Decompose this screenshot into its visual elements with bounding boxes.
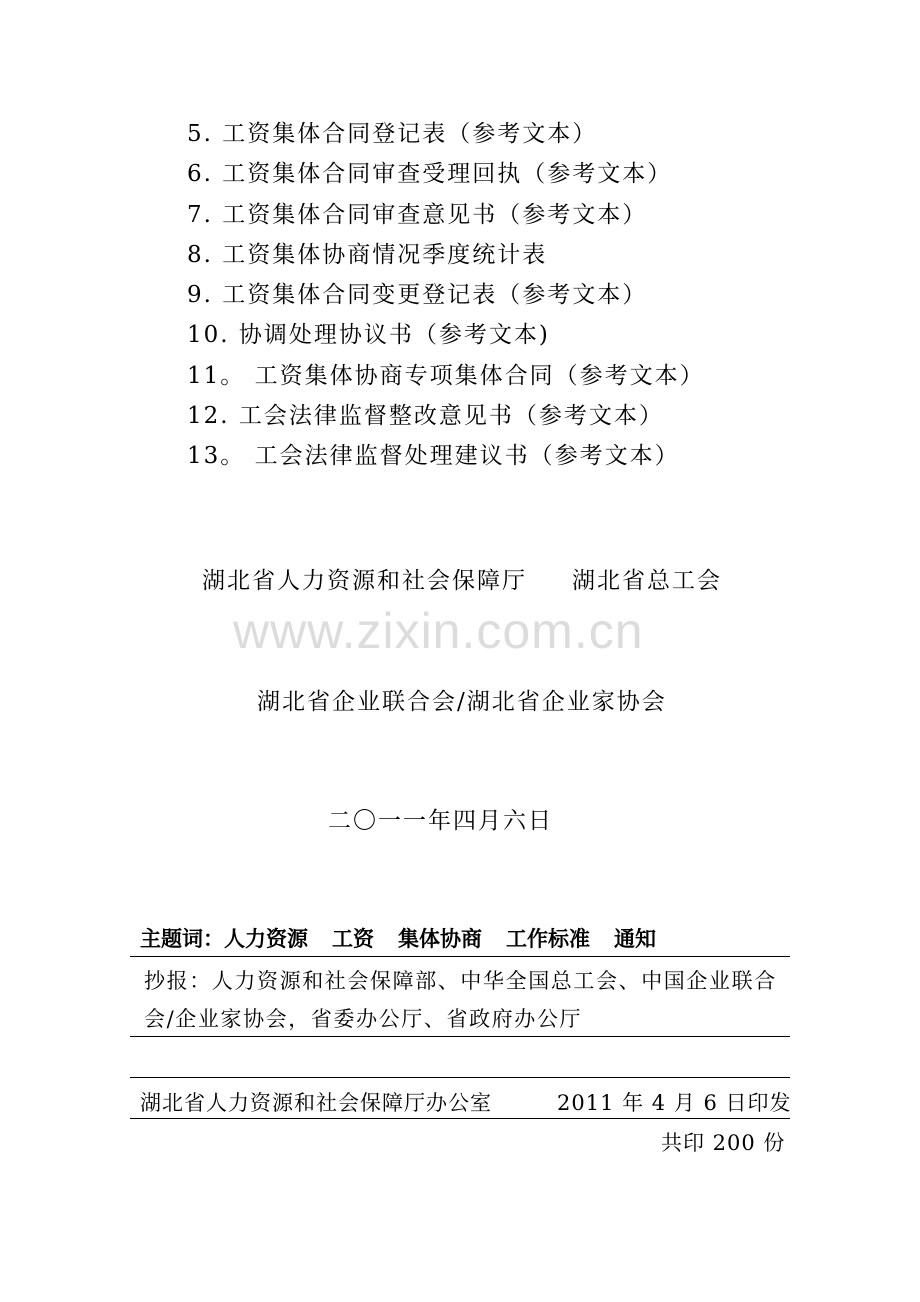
watermark: www.zixin.com.cn [233, 603, 644, 659]
keywords-label: 主题词： [140, 927, 224, 951]
keyword-term: 集体协商 [398, 927, 482, 951]
document-date: 二〇一一年四月六日 [328, 808, 553, 834]
divider [130, 956, 790, 957]
list-item: 12. 工会法律监督整改意见书（参考文本） [187, 403, 664, 430]
cc-recipients: 抄报：人力资源和社会保障部、中华全国总工会、中国企业联合会/企业家协会，省委办公厅、省政府办公厅 [144, 969, 777, 1031]
list-item: 11。 工资集体协商专项集体合同（参考文本） [187, 362, 705, 389]
list-item: 13。 工会法律监督处理建议书（参考文本） [187, 443, 680, 470]
divider [130, 1036, 790, 1037]
signatory-trade-union: 湖北省总工会 [572, 568, 722, 594]
keyword-term: 通知 [614, 927, 656, 951]
subject-keywords [140, 923, 656, 953]
signatory-hr-department: 湖北省人力资源和社会保障厅 [202, 568, 527, 594]
list-item: 6. 工资集体合同审查受理回执（参考文本） [187, 161, 673, 188]
keyword-term: 工资 [332, 927, 374, 951]
list-item: 5. 工资集体合同登记表（参考文本） [187, 121, 598, 147]
list-item: 9. 工资集体合同变更登记表（参考文本） [187, 282, 648, 309]
attachment-list [187, 114, 705, 477]
list-item: 7. 工资集体合同审查意见书（参考文本） [187, 201, 648, 228]
issuing-office: 湖北省人力资源和社会保障厅办公室 [140, 1091, 492, 1115]
keyword-term: 人力资源 [224, 927, 308, 951]
print-copies: 共印 200 份 [661, 1131, 786, 1155]
divider [130, 1118, 790, 1119]
keyword-term: 工作标准 [506, 927, 590, 951]
signatory-enterprise: 湖北省企业联合会/湖北省企业家协会 [257, 689, 667, 715]
issue-date: 2011 年 4 月 6 日印发 [557, 1091, 792, 1115]
divider [130, 1077, 790, 1078]
list-item: 10. 协调处理协议书（参考文本) [187, 322, 550, 349]
list-item: 8. 工资集体协商情况季度统计表 [187, 241, 548, 268]
